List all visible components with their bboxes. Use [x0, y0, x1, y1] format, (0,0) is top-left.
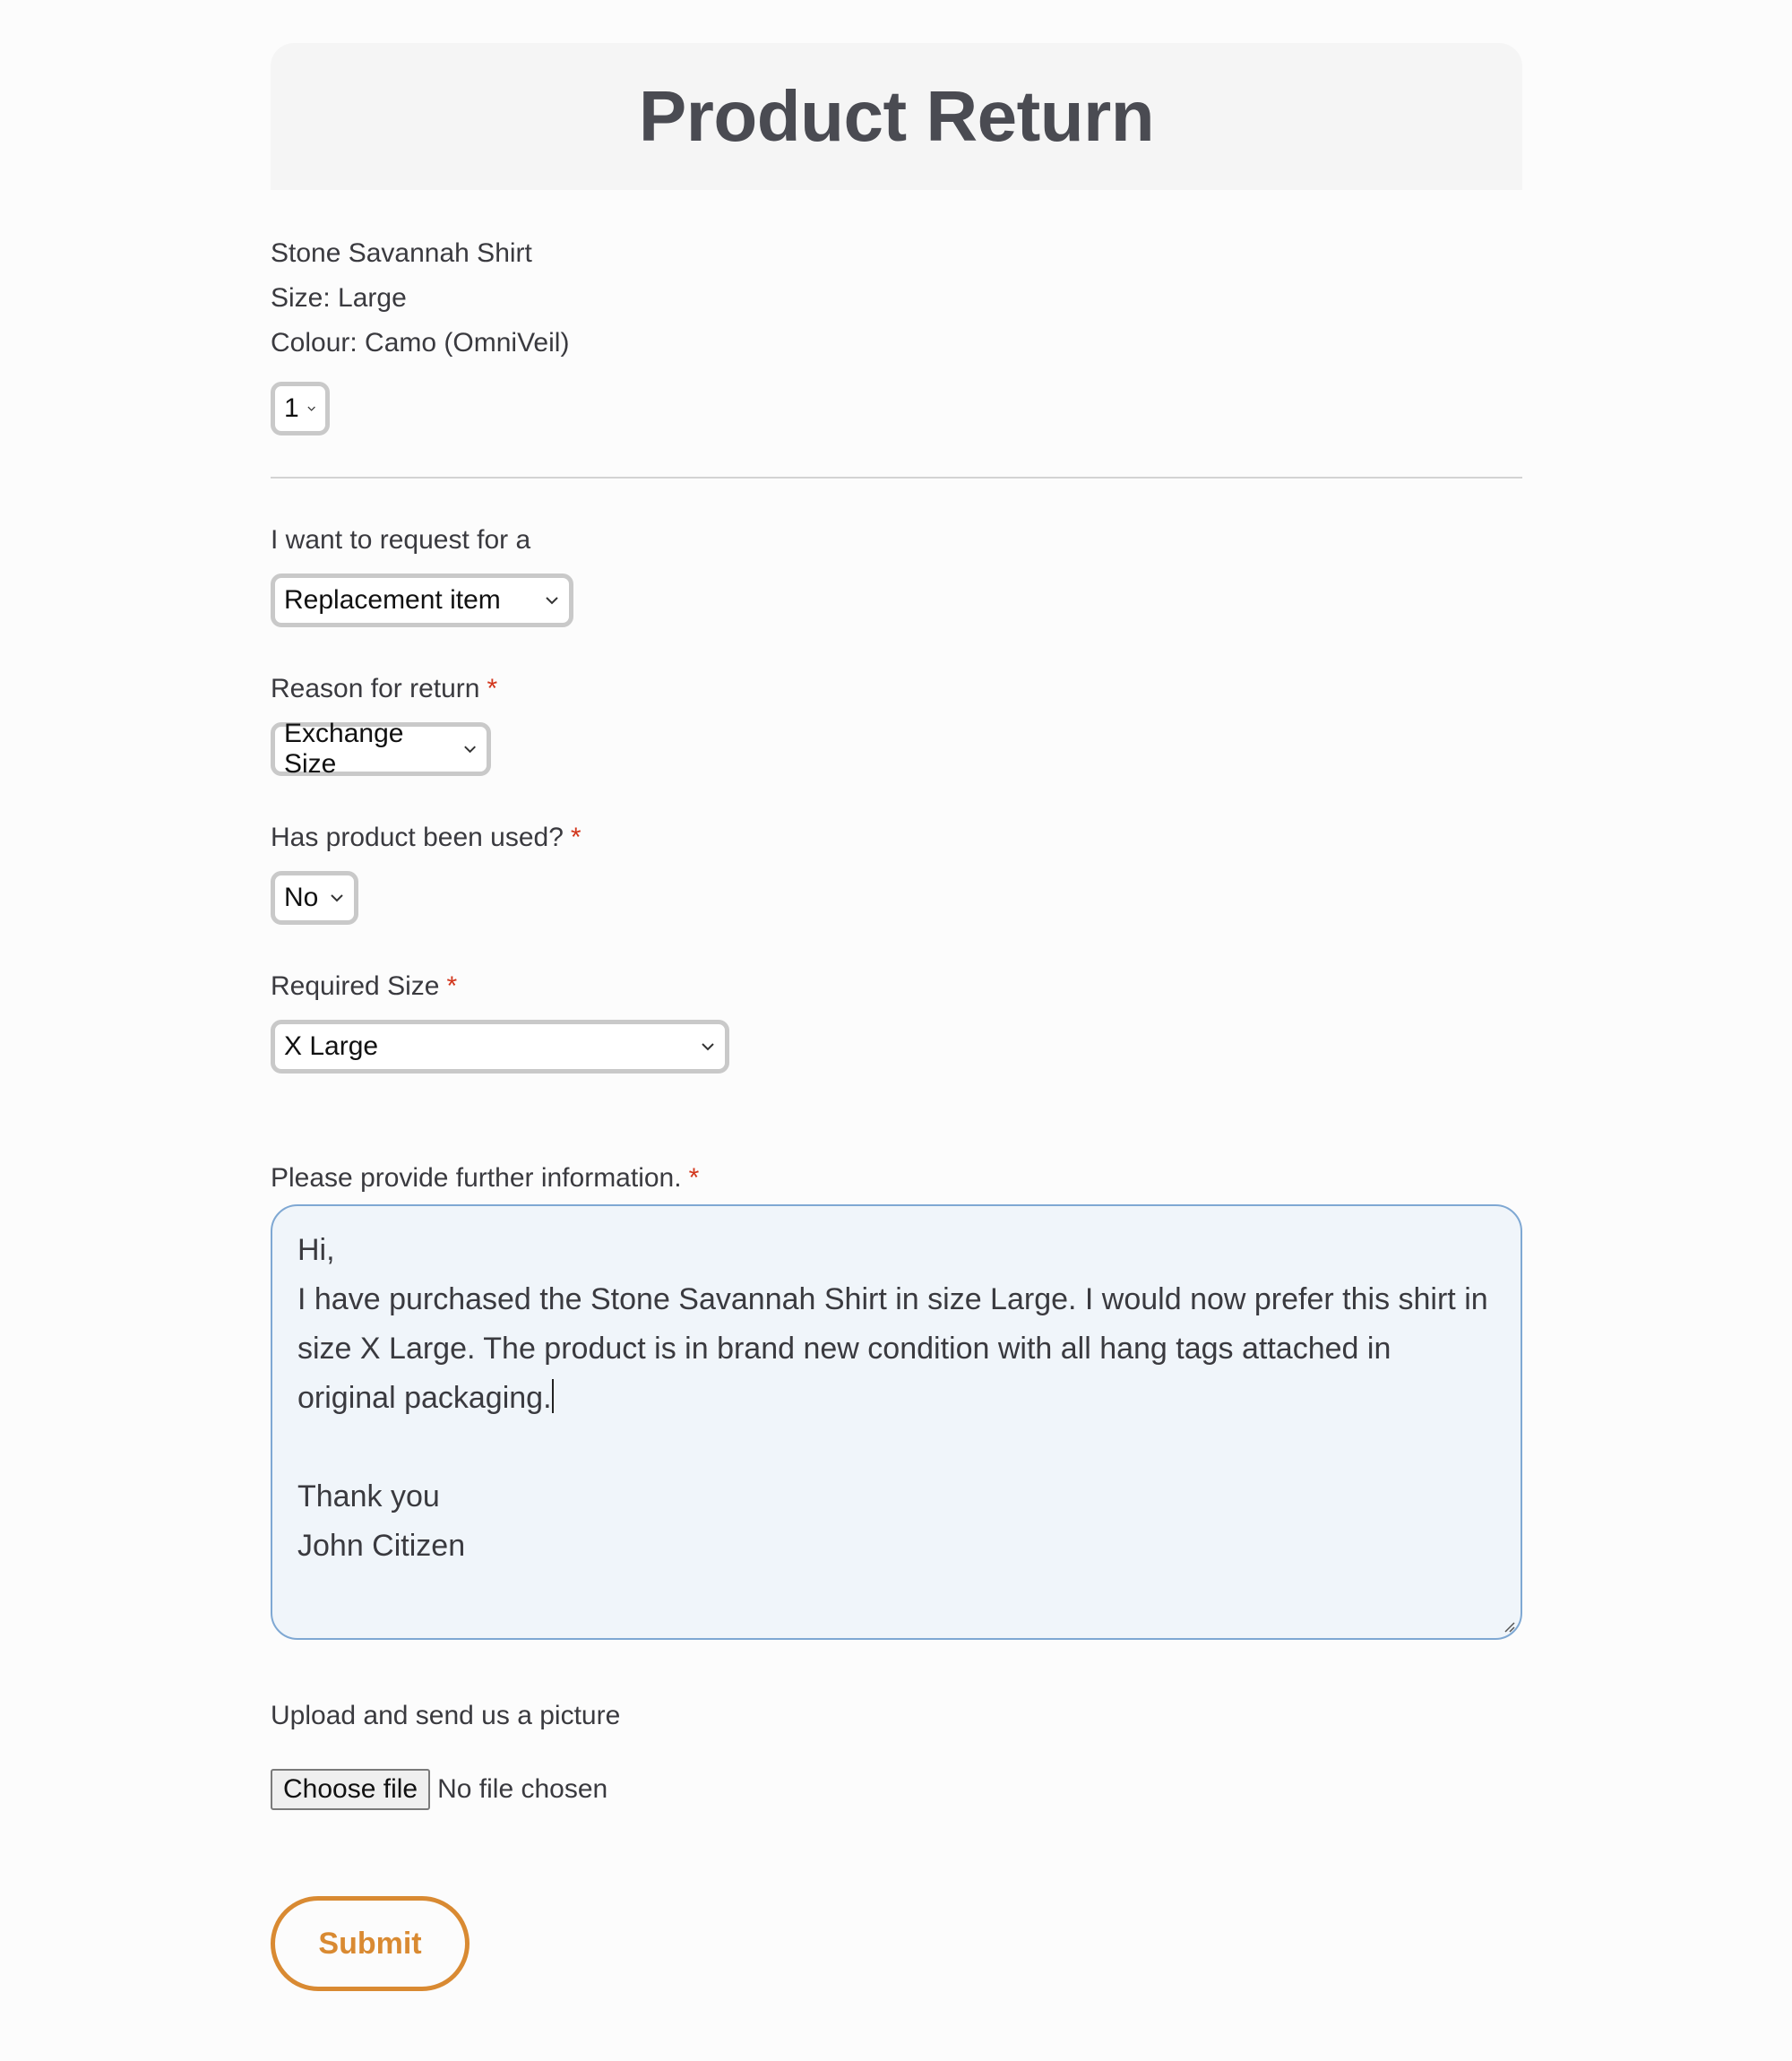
- used-value: No: [284, 883, 319, 912]
- used-select[interactable]: [271, 871, 358, 925]
- text-caret: [552, 1379, 554, 1413]
- product-colour: Colour: Camo (OmniVeil): [271, 328, 570, 358]
- required-mark: *: [570, 823, 582, 852]
- divider: [271, 477, 1522, 479]
- textarea-text-after-caret: Thank you John Citizen: [297, 1479, 466, 1563]
- required-size-label: [271, 971, 1522, 1002]
- choose-file-button[interactable]: Choose file: [271, 1769, 430, 1810]
- resize-handle-icon[interactable]: [1503, 1620, 1515, 1633]
- required-size-label-text: Required Size: [271, 971, 440, 1001]
- further-info-label: [271, 1163, 1522, 1194]
- required-mark: *: [487, 674, 498, 703]
- chevron-down-icon: [700, 1039, 716, 1055]
- chevron-down-icon: [544, 592, 560, 608]
- request-type-label-text: I want to request for a: [271, 525, 531, 555]
- upload-label: [271, 1701, 1522, 1731]
- required-size-select[interactable]: [271, 1020, 729, 1074]
- used-label: [271, 823, 1522, 853]
- chevron-down-icon: [462, 741, 478, 757]
- quantity-select[interactable]: [271, 382, 330, 435]
- reason-label-text: Reason for return: [271, 674, 480, 703]
- request-type-select[interactable]: [271, 573, 573, 627]
- further-info-label-text: Please provide further information.: [271, 1163, 682, 1193]
- used-label-text: Has product been used?: [271, 823, 564, 852]
- chevron-down-icon: [306, 401, 316, 417]
- reason-value: Exchange Size: [284, 719, 404, 779]
- request-type-label: [271, 525, 1522, 556]
- quantity-value: 1: [284, 393, 299, 423]
- request-type-value: Replacement item: [284, 585, 501, 615]
- product-name: Stone Savannah Shirt: [271, 238, 532, 268]
- required-size-value: X Large: [284, 1031, 379, 1061]
- file-input: [271, 1769, 1522, 1810]
- page-title: Product Return: [638, 76, 1155, 156]
- chevron-down-icon: [329, 890, 345, 906]
- required-mark: *: [446, 971, 458, 1001]
- return-form-page: [271, 43, 1522, 1991]
- reason-label: [271, 674, 1522, 704]
- file-status: No file chosen: [437, 1774, 608, 1804]
- required-mark: *: [688, 1163, 700, 1193]
- product-details: [271, 231, 1522, 366]
- product-size: Size: Large: [271, 283, 407, 313]
- upload-label-text: Upload and send us a picture: [271, 1701, 621, 1730]
- textarea-text-before-caret: Hi, I have purchased the Stone Savannah Shirt in size Large. I would now prefer this shirt in size X Large. The product is in brand new condition with all hang tags attached in original packaging.: [297, 1233, 1488, 1415]
- page-header: [271, 43, 1522, 190]
- reason-select[interactable]: [271, 719, 491, 779]
- submit-button[interactable]: Submit: [271, 1896, 470, 1991]
- further-info-textarea[interactable]: [271, 1204, 1522, 1640]
